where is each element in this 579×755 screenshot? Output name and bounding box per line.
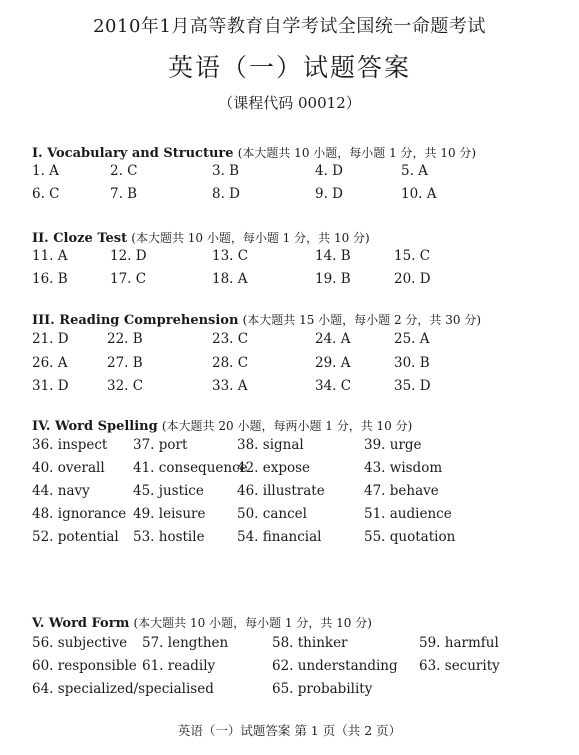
answer-item: 43. wisdom: [364, 460, 443, 476]
answer-item: 26. A: [32, 355, 68, 371]
answer-item: 51. audience: [364, 506, 452, 522]
answer-item: 25. A: [394, 331, 430, 347]
section-scoring-note: (本大题共 15 小题，每小题 2 分，共 30 分): [242, 313, 482, 327]
answer-item: 53. hostile: [133, 529, 205, 545]
answer-item: 29. A: [315, 355, 351, 371]
section-heading: [32, 417, 412, 434]
answer-item: 34. C: [315, 378, 352, 394]
answer-item: 27. B: [107, 355, 143, 371]
answer-row: [0, 355, 579, 375]
exam-title: 2010年1月高等教育自学考试全国统一命题考试: [93, 16, 486, 37]
answer-item: 65. probability: [272, 681, 373, 697]
answer-item: 7. B: [110, 186, 138, 202]
section-heading: [32, 229, 370, 246]
answer-item: 15. C: [394, 248, 431, 264]
answer-item: 48. ignorance: [32, 506, 127, 522]
answer-row: [0, 658, 579, 678]
answer-item: 59. harmful: [419, 635, 499, 651]
section-heading: [32, 144, 476, 161]
section-scoring-note: (本大题共 20 小题，每两小题 1 分，共 10 分): [161, 419, 413, 433]
answer-item: 62. understanding: [272, 658, 398, 674]
section-heading: [32, 614, 372, 631]
section-title: IV. Word Spelling: [32, 419, 158, 434]
answer-item: 63. security: [419, 658, 500, 674]
answer-item: 60. responsible: [32, 658, 137, 674]
answer-row: [0, 506, 579, 526]
answer-item: 5. A: [401, 163, 428, 179]
section-title: II. Cloze Test: [32, 231, 128, 246]
section-scoring-note: (本大题共 10 小题，每小题 1 分，共 10 分): [133, 616, 372, 630]
answer-row: [0, 437, 579, 457]
answer-item: 10. A: [401, 186, 437, 202]
answer-item: 3. B: [212, 163, 240, 179]
answer-item: 2. C: [110, 163, 138, 179]
answer-item: 28. C: [212, 355, 249, 371]
answer-row: [0, 271, 579, 291]
answer-item: 55. quotation: [364, 529, 456, 545]
answer-item: 20. D: [394, 271, 431, 287]
answer-item: 24. A: [315, 331, 351, 347]
answer-item: 57. lengthen: [142, 635, 229, 651]
answer-item: 50. cancel: [237, 506, 307, 522]
answer-item: 54. financial: [237, 529, 322, 545]
answer-item: 11. A: [32, 248, 68, 264]
answer-item: 39. urge: [364, 437, 422, 453]
answer-row: [0, 483, 579, 503]
answer-row: [0, 163, 579, 183]
answer-item: 41. consequence: [133, 460, 248, 476]
answer-item: 9. D: [315, 186, 343, 202]
answer-item: 47. behave: [364, 483, 439, 499]
page-footer: 英语（一）试题答案 第 1 页（共 2 页）: [177, 723, 402, 738]
section-title: III. Reading Comprehension: [32, 313, 239, 328]
answer-row: [0, 681, 579, 701]
answer-item: 40. overall: [32, 460, 105, 476]
answer-item: 35. D: [394, 378, 431, 394]
answer-item: 12. D: [110, 248, 147, 264]
answer-item: 42. expose: [237, 460, 311, 476]
answer-item: 32. C: [107, 378, 144, 394]
answer-row: [0, 248, 579, 268]
answer-item: 52. potential: [32, 529, 119, 545]
answer-item: 22. B: [107, 331, 143, 347]
answer-item: 64. specialized/specialised: [32, 681, 214, 697]
answer-item: 1. A: [32, 163, 59, 179]
section-scoring-note: (本大题共 10 小题，每小题 1 分，共 10 分): [131, 231, 370, 245]
answer-item: 36. inspect: [32, 437, 108, 453]
section-heading: [32, 311, 481, 328]
answer-item: 21. D: [32, 331, 69, 347]
answer-item: 58. thinker: [272, 635, 348, 651]
answer-item: 18. A: [212, 271, 248, 287]
answer-item: 19. B: [315, 271, 351, 287]
answer-item: 17. C: [110, 271, 147, 287]
answer-item: 13. C: [212, 248, 249, 264]
answer-item: 61. readily: [142, 658, 216, 674]
answer-item: 38. signal: [237, 437, 304, 453]
answer-item: 31. D: [32, 378, 69, 394]
answer-row: [0, 460, 579, 480]
answer-item: 23. C: [212, 331, 249, 347]
answer-row: [0, 635, 579, 655]
answer-row: [0, 186, 579, 206]
answer-item: 8. D: [212, 186, 240, 202]
course-code: （课程代码 00012）: [218, 94, 361, 112]
subject-title: 英语（一）试题答案: [167, 53, 411, 82]
answer-item: 30. B: [394, 355, 430, 371]
answer-item: 45. justice: [133, 483, 204, 499]
answer-item: 46. illustrate: [237, 483, 325, 499]
answer-item: 16. B: [32, 271, 68, 287]
answer-item: 14. B: [315, 248, 351, 264]
answer-item: 49. leisure: [133, 506, 206, 522]
answer-item: 4. D: [315, 163, 343, 179]
section-scoring-note: (本大题共 10 小题，每小题 1 分，共 10 分): [237, 146, 477, 160]
answer-row: [0, 331, 579, 351]
answer-item: 56. subjective: [32, 635, 128, 651]
answer-item: 37. port: [133, 437, 188, 453]
answer-row: [0, 529, 579, 549]
section-title: V. Word Form: [32, 616, 130, 631]
answer-item: 33. A: [212, 378, 248, 394]
answer-item: 44. navy: [32, 483, 90, 499]
answer-item: 6. C: [32, 186, 60, 202]
section-title: I. Vocabulary and Structure: [32, 146, 234, 161]
answer-row: [0, 378, 579, 398]
